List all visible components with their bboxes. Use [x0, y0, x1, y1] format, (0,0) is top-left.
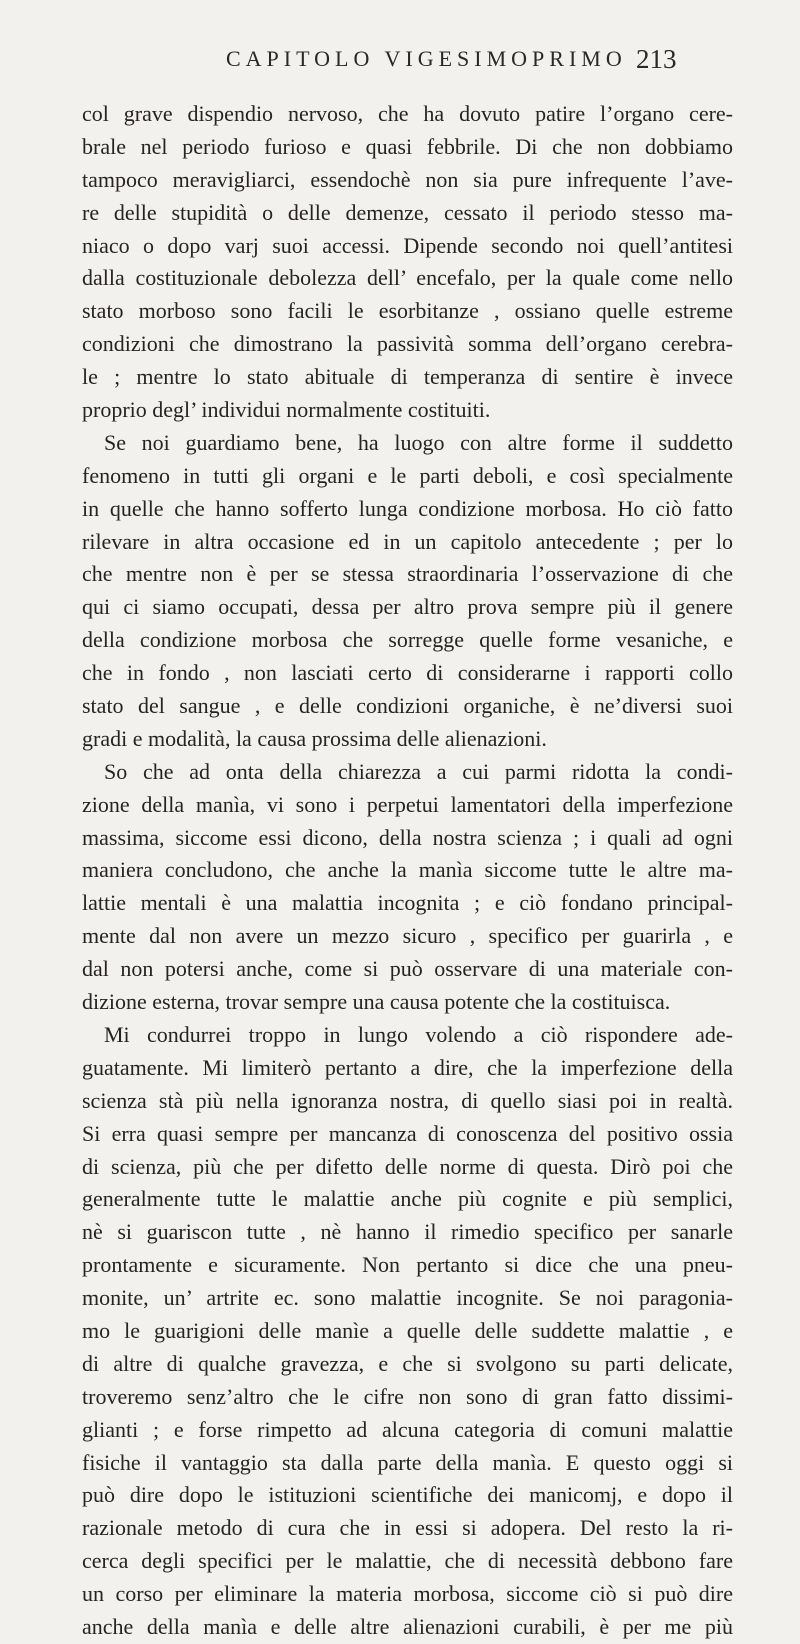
text-line: fisiche il vantaggio sta dalla parte della manìa. E questo oggi si — [82, 1449, 733, 1475]
text-line: Mi condurrei troppo in lungo volendo a ciò rispondere ade- — [104, 1021, 733, 1047]
page-number: 213 — [636, 44, 677, 74]
text-line: può dire dopo le istituzioni scientifiche dei manicomj, e dopo il — [82, 1482, 733, 1508]
text-line: anche della manìa e delle altre alienazioni curabili, è per me più — [82, 1613, 733, 1639]
text-line: dalla costituzionale debolezza dell’ encefalo, per la quale come nello — [82, 265, 733, 291]
text-line: guatamente. Mi limiterò pertanto a dire, che la imperfezione della — [82, 1054, 733, 1080]
text-line: razionale metodo di cura che in essi si adopera. Del resto la ri- — [82, 1515, 733, 1541]
text-line: dal non potersi anche, come si può osservare di una materiale con- — [82, 956, 733, 982]
text-line: Se noi guardiamo bene, ha luogo con altre forme il suddetto — [104, 429, 733, 455]
text-line: lattie mentali è una malattia incognita ; e ciò fondano principal- — [82, 890, 733, 916]
text-line: qui ci siamo occupati, dessa per altro prova sempre più il genere — [82, 594, 733, 620]
text-line: generalmente tutte le malattie anche più cognite e più semplici, — [82, 1186, 733, 1212]
text-line: fenomeno in tutti gli organi e le parti deboli, e così specialmente — [82, 462, 733, 488]
text-line: monite, un’ artrite ec. sono malattie incognite. Se noi paragonia- — [82, 1285, 733, 1311]
text-line: troveremo senz’altro che le cifre non sono di gran fatto dissimi- — [82, 1383, 733, 1409]
text-line: maniera concludono, che anche la manìa siccome tutte le altre ma- — [82, 857, 733, 883]
text-line: che in fondo , non lasciati certo di considerarne i rapporti collo — [82, 660, 733, 686]
text-line: re delle stupidità o delle demenze, cessato il periodo stesso ma- — [82, 199, 733, 225]
text-line: scienza stà più nella ignoranza nostra, di quello siasi poi in realtà. — [82, 1087, 733, 1113]
text-line: di scienza, più che per difetto delle norme di questa. Dirò poi che — [82, 1153, 733, 1179]
text-line: in quelle che hanno sofferto lunga condizione morbosa. Ho ciò fatto — [82, 495, 733, 521]
text-line: nè si guariscon tutte , nè hanno il rimedio specifico per sanarle — [82, 1219, 733, 1245]
text-line: stato morboso sono facili le esorbitanze , ossiano quelle estreme — [82, 298, 733, 324]
text-line: mo le guarigioni delle manìe a quelle delle suddette malattie , e — [82, 1317, 733, 1343]
text-line: della condizione morbosa che sorregge quelle forme vesaniche, e — [82, 627, 733, 653]
text-line: che mentre non è per se stessa straordinaria l’osservazione di che — [82, 561, 733, 587]
text-line: gradi e modalità, la causa prossima delle alienazioni. — [82, 725, 547, 751]
text-line: un corso per eliminare la materia morbosa, siccome ciò si può dire — [82, 1581, 733, 1607]
text-line: brale nel periodo furioso e quasi febbrile. Di che non dobbiamo — [82, 133, 733, 159]
text-line: dizione esterna, trovar sempre una causa potente che la costituisca. — [82, 989, 671, 1015]
text-line: di altre di qualche gravezza, e che si svolgono su parti delicate, — [82, 1350, 733, 1376]
text-line: tampoco meravigliarci, essendochè non sia pure infrequente l’ave- — [82, 166, 733, 192]
text-line: rilevare in altra occasione ed in un capitolo antecedente ; per lo — [82, 528, 733, 554]
page-header — [0, 44, 800, 84]
text-line: massima, siccome essi dicono, della nostra scienza ; i quali ad ogni — [82, 824, 733, 850]
text-line: mente dal non avere un mezzo sicuro , specifico per guarirla , e — [82, 923, 733, 949]
body-text — [82, 98, 733, 1644]
text-line: col grave dispendio nervoso, che ha dovuto patire l’organo cere- — [82, 101, 733, 126]
text-line: glianti ; e forse rimpetto ad alcuna categoria di comuni malattie — [82, 1416, 733, 1442]
running-title: CAPITOLO VIGESIMOPRIMO — [226, 46, 627, 71]
text-line: zione della manìa, vi sono i perpetui lamentatori della imperfezione — [82, 791, 733, 817]
text-line: condizioni che dimostrano la passività somma dell’organo cerebra- — [82, 331, 733, 357]
text-line: prontamente e sicuramente. Non pertanto si dice che una pneu- — [82, 1252, 733, 1278]
text-line: proprio degl’ individui normalmente costituiti. — [82, 397, 491, 423]
text-line: stato del sangue , e delle condizioni organiche, è ne’diversi suoi — [82, 693, 733, 719]
text-line: le ; mentre lo stato abituale di temperanza di sentire è invece — [82, 364, 733, 390]
text-line: Si erra quasi sempre per mancanza di conoscenza del positivo ossia — [82, 1120, 733, 1146]
text-line: So che ad onta della chiarezza a cui parmi ridotta la condi- — [104, 758, 733, 784]
text-line: cerca degli specifici per le malattie, che di necessità debbono fare — [82, 1548, 733, 1574]
text-line: niaco o dopo varj suoi accessi. Dipende secondo noi quell’antitesi — [82, 232, 733, 258]
